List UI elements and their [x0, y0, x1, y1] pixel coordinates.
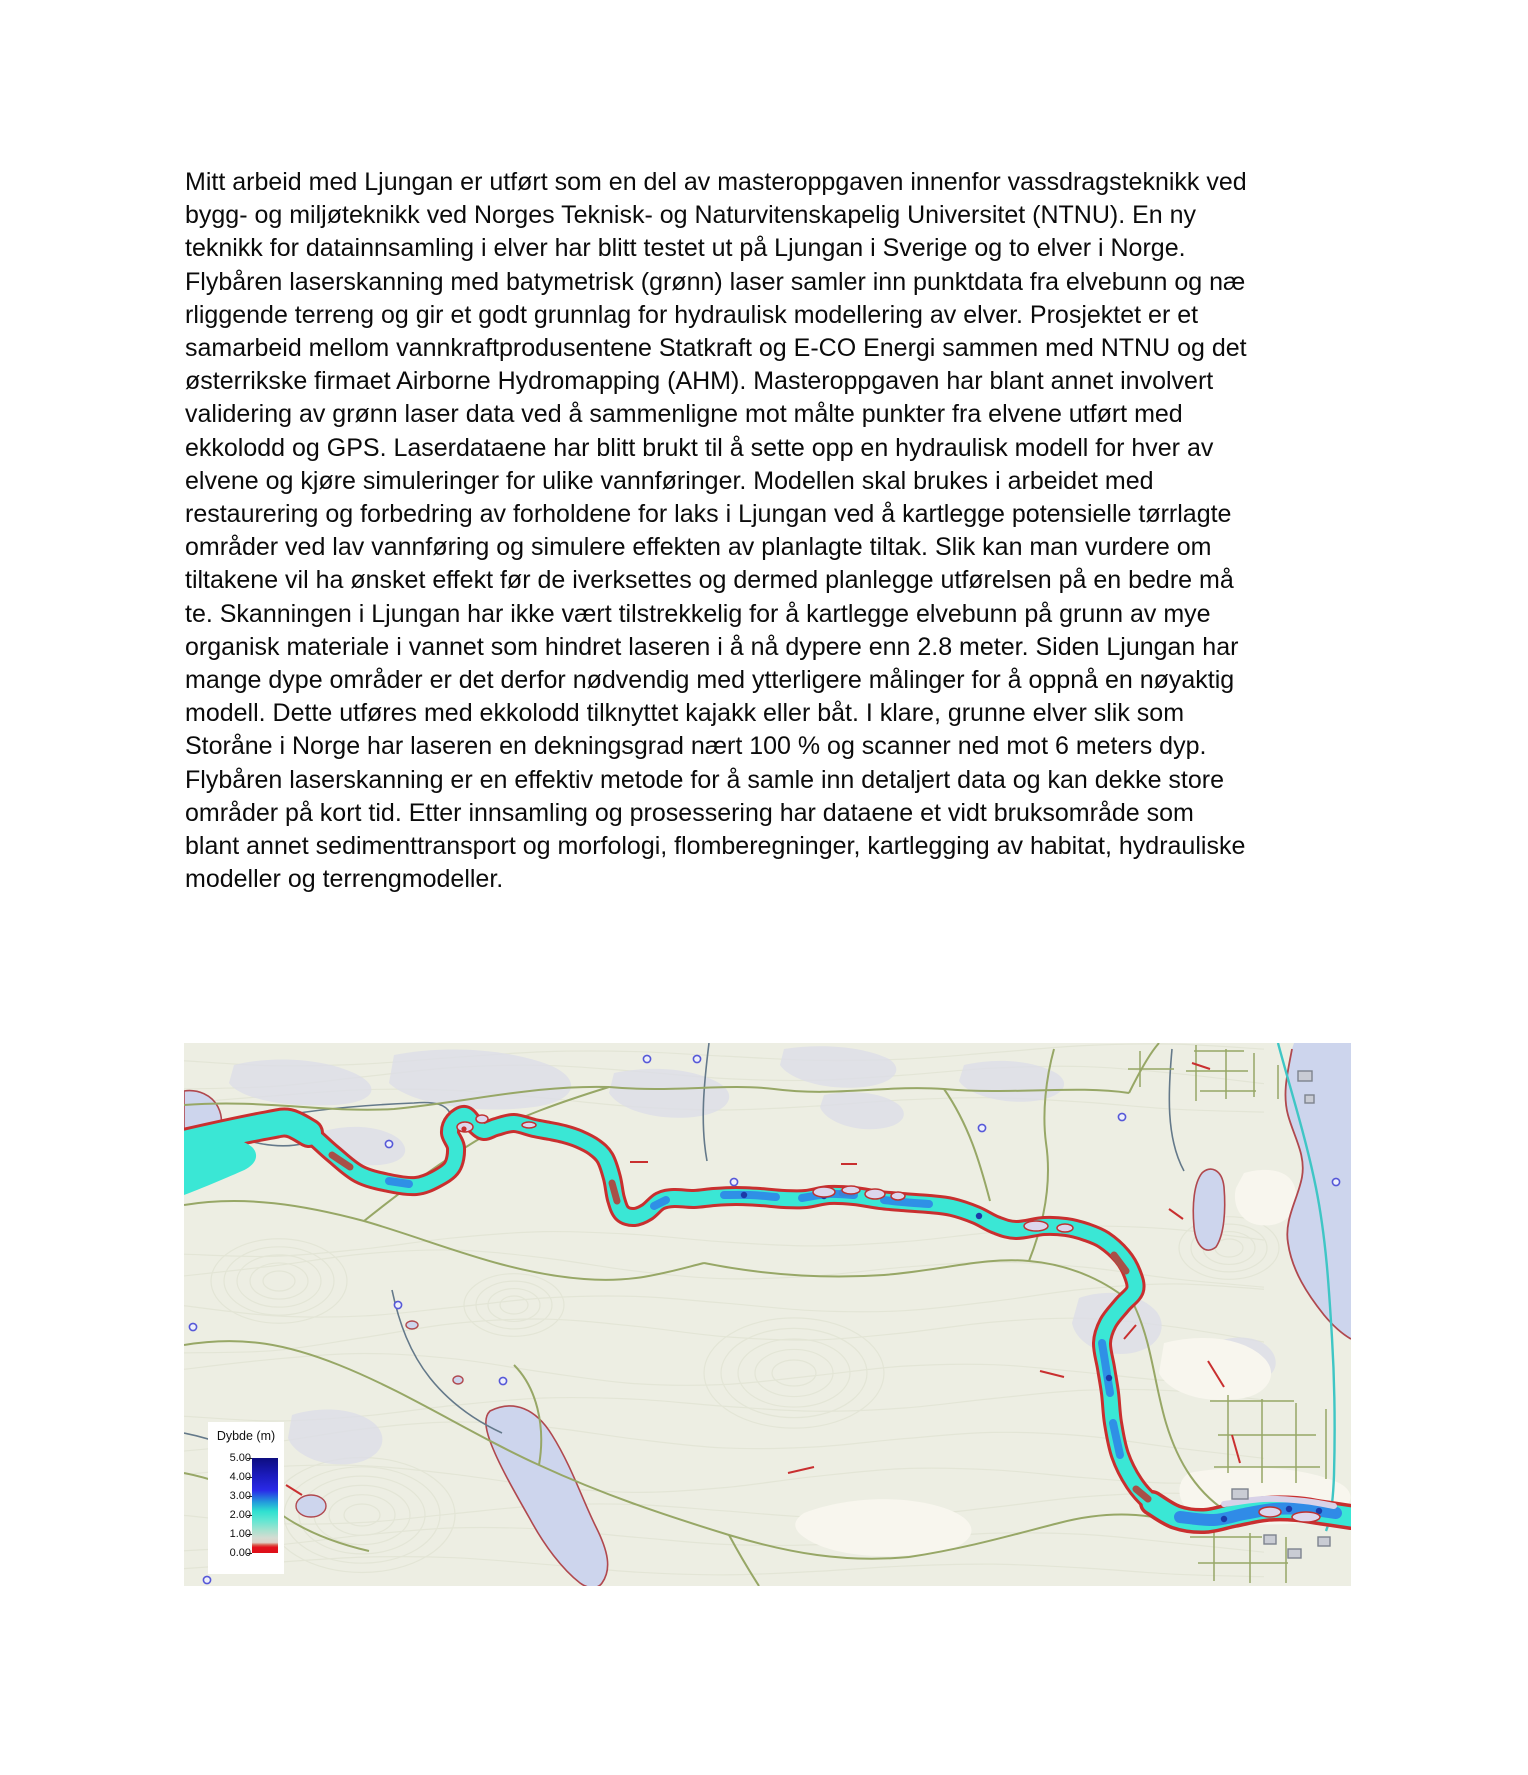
- text-line: te. Skanningen i Ljungan har ikke vært tilstrekkelig for å kartlegge elvebunn på grunn av mye: [185, 599, 1211, 628]
- map-legend: [208, 1422, 284, 1574]
- text-line: østerrikske firmaet Airborne Hydromapping (AHM). Masteroppgaven har blant annet involvert: [185, 367, 1214, 396]
- text-line: validering av grønn laser data ved å sammenligne mot målte punkter fra elvene utført med: [185, 400, 1183, 429]
- text-line: rliggende terreng og gir et godt grunnlag for hydraulisk modellering av elver. Prosjektet er et: [185, 300, 1199, 329]
- text-line: Mitt arbeid med Ljungan er utført som en del av masteroppgaven innenfor vassdragsteknikk ved: [185, 168, 1247, 196]
- legend-color-bar: [252, 1458, 278, 1553]
- legend-tick-mark: [247, 1553, 252, 1554]
- legend-tick-label: 5.00: [229, 1452, 251, 1464]
- text-line: Flybåren laserskanning er en effektiv metode for å samle inn detaljert data og kan dekke store: [185, 765, 1225, 794]
- legend-tick-mark: [247, 1458, 252, 1459]
- text-line: ekkolodd og GPS. Laserdataene har blitt brukt til å sette opp en hydraulisk modell for hver av: [185, 433, 1214, 462]
- text-line: modell. Dette utføres med ekkolodd tilknyttet kajakk eller båt. I klare, grunne elver slik som: [185, 699, 1185, 728]
- text-line: modeller og terrengmodeller.: [185, 865, 504, 894]
- legend-tick-mark: [247, 1496, 252, 1497]
- legend-tick-label: 2.00: [229, 1509, 251, 1521]
- text-line: elvene og kjøre simuleringer for ulike vannføringer. Modellen skal brukes i arbeidet med: [185, 466, 1154, 495]
- text-line: Storåne i Norge har laseren en dekningsgrad nært 100 % og scanner ned mot 6 meters dyp.: [185, 732, 1207, 761]
- text-line: mange dype områder er det derfor nødvendig med ytterligere målinger for å oppnå en nøyaktig: [185, 666, 1235, 695]
- text-line: teknikk for datainnsamling i elver har blitt testet ut på Ljungan i Sverige og to elver i Norge.: [185, 234, 1186, 263]
- legend-tick-label: 4.00: [229, 1471, 251, 1483]
- legend-tick-mark: [247, 1477, 252, 1478]
- text-line: samarbeid mellom vannkraftprodusentene Statkraft og E-CO Energi sammen med NTNU og det: [185, 334, 1247, 363]
- text-line: områder på kort tid. Etter innsamling og prosessering har dataene et vidt bruksområde som: [185, 798, 1194, 827]
- text-line: bygg- og miljøteknikk ved Norges Teknisk- og Naturvitenskapelig Universitet (NTNU). En ny: [185, 201, 1197, 230]
- text-line: blant annet sedimenttransport og morfologi, flomberegninger, kartlegging av habitat, hydrauliske: [185, 832, 1246, 861]
- legend-tick-label: 3.00: [229, 1490, 251, 1502]
- legend-title: Dybde (m): [216, 1429, 276, 1443]
- legend-tick-label: 0.00: [229, 1547, 251, 1559]
- text-line: områder ved lav vannføring og simulere effekten av planlagte tiltak. Slik kan man vurdere om: [185, 533, 1212, 562]
- text-line: Flybåren laserskanning med batymetrisk (grønn) laser samler inn punktdata fra elvebunn og næ: [185, 267, 1246, 296]
- article-text: [185, 166, 1355, 896]
- map-svg: [184, 1043, 1351, 1586]
- river-depth-map: [184, 1043, 1351, 1586]
- text-line: organisk materiale i vannet som hindret laseren i å nå dypere enn 2.8 meter. Siden Ljungan har: [185, 632, 1239, 661]
- legend-tick-label: 1.00: [229, 1528, 251, 1540]
- legend-tick-mark: [247, 1515, 252, 1516]
- text-line: restaurering og forbedring av forholdene for laks i Ljungan ved å kartlegge potensielle tørrlagte: [185, 500, 1232, 529]
- text-line: tiltakene vil ha ønsket effekt før de iverksettes og dermed planlegge utførelsen på en bedre må: [185, 566, 1234, 595]
- legend-tick-mark: [247, 1534, 252, 1535]
